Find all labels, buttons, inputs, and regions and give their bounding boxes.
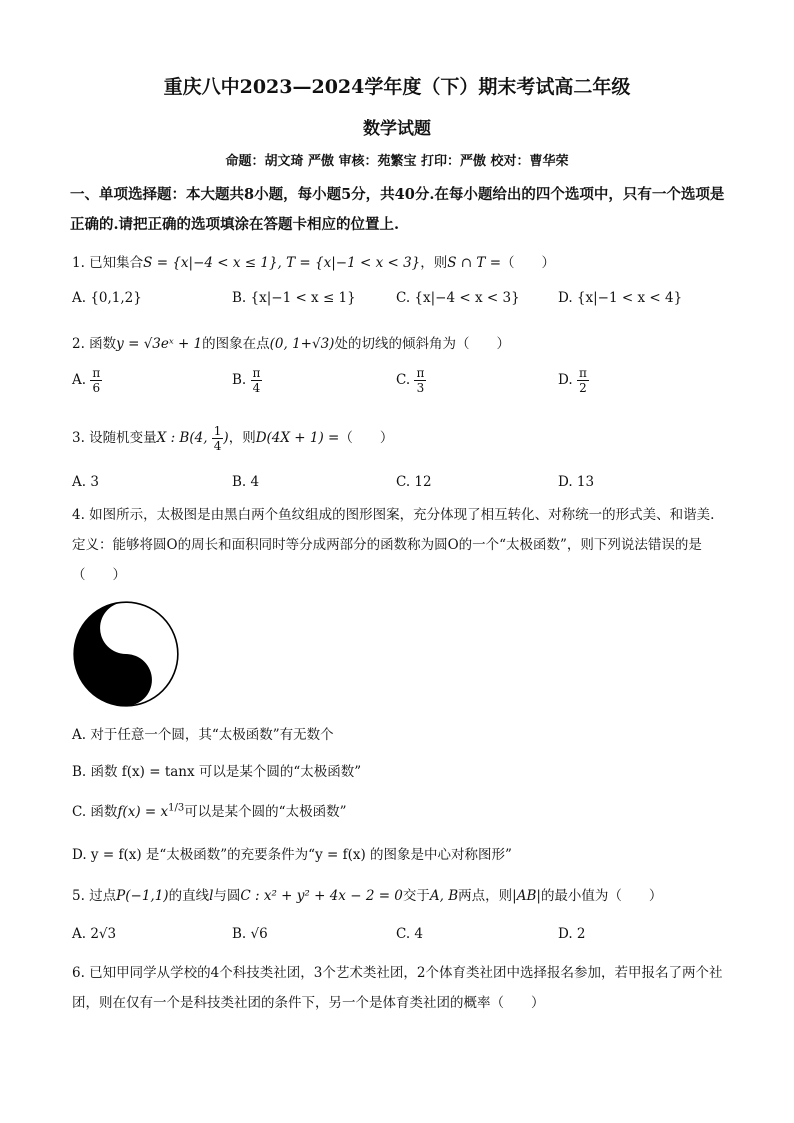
question-text: 3. 设随机变量 — [72, 430, 157, 446]
question-text: 两点，则 — [458, 888, 513, 904]
fraction — [212, 424, 224, 453]
fraction-denominator: 2 — [579, 381, 587, 395]
page-subtitle: 数学试题 — [363, 119, 431, 139]
question-3-stem — [72, 424, 393, 453]
question-4-stem: 4. 如图所示，太极图是由黑白两个鱼纹组成的图形图案，充分体现了相互转化、对称统一的形式美、和谐美. 定义：能够将圆O的周长和面积同时等分成两部分的函数称为圆O的一个“太极函数”，则下列说法错误的是（ ） — [72, 507, 715, 583]
fraction — [90, 366, 102, 395]
fraction — [414, 366, 426, 395]
question-text: ，则 — [420, 255, 448, 271]
math-expression: ) — [223, 430, 229, 446]
math-expression: f(x) = x — [117, 804, 169, 820]
question-2-stem — [72, 332, 510, 352]
math-expression: S = {x|−4 < x ≤ 1}, T = {x|−1 < x < 3} — [143, 255, 421, 271]
question-5-stem — [72, 884, 662, 904]
fraction-numerator: 1 — [213, 424, 222, 438]
q1-option-a: A. {0,1,2} — [72, 290, 142, 306]
question-text: 处的切线的倾斜角为（ ） — [334, 336, 510, 352]
math-expression: (0, 1+√3) — [269, 336, 335, 352]
q3-option-d: D. 13 — [558, 474, 595, 490]
math-expression: P(−1,1) — [116, 888, 169, 904]
q2-option-b — [232, 366, 262, 395]
q2-option-a — [72, 366, 102, 395]
answer-bracket: （ ） — [339, 430, 394, 446]
question-text: 的最小值为（ ） — [540, 888, 663, 904]
q5-option-d: D. 2 — [558, 926, 586, 942]
q4-option-b: B. 函数 f(x) = tanx 可以是某个圆的“太极函数” — [72, 764, 362, 780]
option-letter: D. — [558, 372, 573, 388]
question-text: 可以是某个圆的“太极函数” — [184, 804, 347, 820]
question-text: 1. 已知集合 — [72, 255, 144, 271]
option-letter: A. — [72, 372, 87, 388]
credits-line: 命题：胡文琦 严傲 审核：苑繁宝 打印：严傲 校对：曹华荣 — [225, 154, 569, 169]
question-1-stem — [72, 251, 555, 271]
fraction-denominator: 4 — [213, 439, 222, 453]
option-letter: B. — [232, 372, 247, 388]
question-text: 的直线 — [168, 888, 210, 904]
taiji-white-dot — [120, 622, 133, 635]
q2-option-d — [558, 366, 589, 395]
math-expression: S ∩ T = — [447, 255, 502, 271]
q2-option-c — [396, 366, 426, 395]
question-6-stem: 6. 已知甲同学从学校的4个科技类社团，3个艺术类社团，2个体育类社团中选择报名参加，若甲报名了两个社团，则在仅有一个是科技类社团的条件下，另一个是体育类社团的概率（ ） — [72, 965, 723, 1011]
question-text: 交于 — [402, 888, 430, 904]
q1-option-c: C. {x|−4 < x < 3} — [396, 290, 520, 306]
fraction-denominator: 4 — [252, 381, 261, 395]
fraction-numerator: π — [92, 366, 101, 380]
q1-option-d: D. {x|−1 < x < 4} — [558, 290, 683, 306]
math-expression: D(4X + 1) = — [255, 430, 340, 446]
question-text: C. 函数 — [72, 804, 118, 820]
q5-option-c: C. 4 — [396, 926, 424, 942]
q3-option-a: A. 3 — [72, 474, 99, 490]
question-text: 与圆 — [213, 888, 241, 904]
exponent: 1/3 — [168, 802, 185, 814]
section-heading: 一、单项选择题：本大题共8小题，每小题5分，共40分.在每小题给出的四个选项中，只有一个选项是正确的.请把正确的选项填涂在答题卡相应的位置上. — [70, 186, 725, 233]
fraction-numerator: π — [416, 366, 425, 380]
fraction — [251, 366, 263, 395]
fraction-numerator: π — [578, 366, 587, 380]
q1-option-b: B. {x|−1 < x ≤ 1} — [232, 290, 356, 306]
math-expression: |AB| — [512, 888, 541, 904]
math-expression: X : B(4, — [156, 430, 208, 446]
page-title: 重庆八中2023—2024学年度（下）期末考试高二年级 — [163, 76, 631, 98]
math-expression: y = √3eˣ + 1 — [116, 336, 203, 352]
q5-option-a: A. 2√3 — [72, 926, 117, 942]
q3-option-b: B. 4 — [232, 474, 260, 490]
taiji-black-dot — [120, 673, 133, 686]
option-letter: C. — [396, 372, 411, 388]
fraction-denominator: 3 — [416, 381, 425, 395]
question-text: 的图象在点 — [202, 336, 270, 352]
math-expression: l — [209, 888, 214, 904]
q4-option-d: D. y = f(x) 是“太极函数”的充要条件为“y = f(x) 的图象是中心对称图形” — [72, 847, 512, 863]
question-text: 5. 过点 — [72, 888, 117, 904]
question-text: ，则 — [228, 430, 256, 446]
q5-option-b: B. √6 — [232, 926, 268, 942]
q3-option-c: C. 12 — [396, 474, 432, 490]
math-expression: A, B — [429, 888, 459, 904]
fraction-denominator: 6 — [92, 381, 101, 395]
fraction — [577, 366, 589, 395]
q4-option-a: A. 对于任意一个圆，其“太极函数”有无数个 — [72, 727, 334, 743]
q4-option-c — [72, 800, 347, 820]
taiji-diagram — [72, 600, 180, 708]
fraction-numerator: π — [252, 366, 261, 380]
question-text: 2. 函数 — [72, 336, 117, 352]
answer-bracket: （ ） — [501, 255, 556, 271]
math-expression: C : x² + y² + 4x − 2 = 0 — [240, 888, 403, 904]
